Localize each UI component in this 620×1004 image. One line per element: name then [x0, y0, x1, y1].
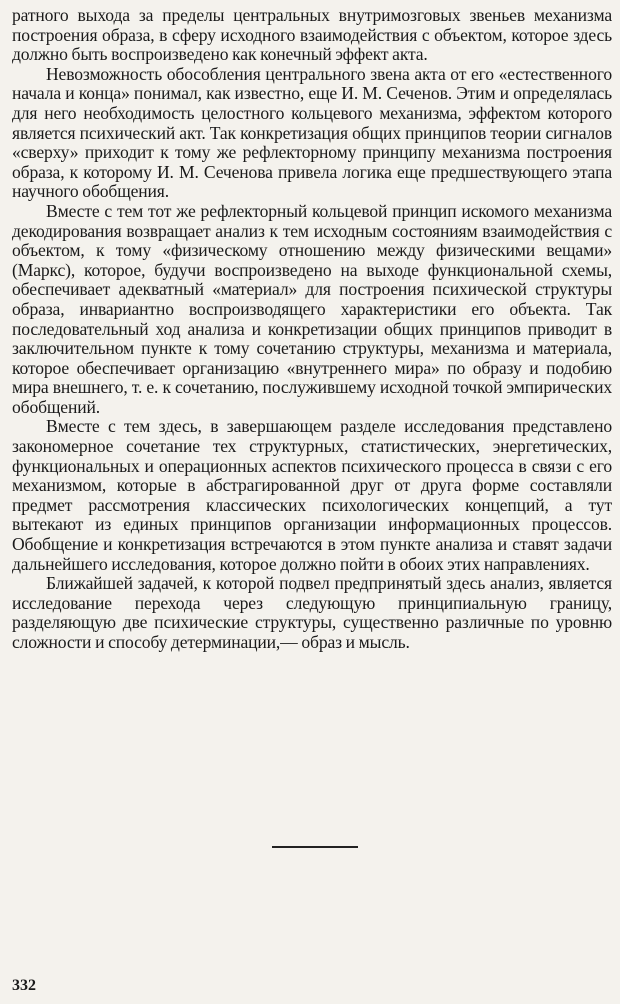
page-number: 332 — [12, 977, 36, 994]
paragraph-5: Ближайшей задачей, к которой подвел предпринятый здесь анализ, является исследование перехода через следующую принципиальную границу, разделяющую две психические структуры, существенно различные по уровню сложности и способу детерминации,— образ и мысль. — [12, 573, 612, 652]
paragraph-3: Вместе с тем тот же рефлекторный кольцевой принцип искомого механизма декодирования возвращает анализ к тем исходным состояниям взаимодействия с объектом, к тому «физическому отношению между физическими вещами» (Маркс), которое, будучи воспроизведено на выходе функциональной схемы, обеспечивает адекватный «материал» для построения психической структуры образа, инвариантно воспроизводящего характеристики его объекта. Так последовательный ход анализа и конкретизации общих принципов приводит в заключительном пункте к тому сочетанию структуры, механизма и материала, которое обеспечивает организацию «внутреннего мира» по образу и подобию мира внешнего, т. е. к сочетанию, послужившему исходной точкой эмпирических обобщений. — [12, 200, 612, 417]
body-text — [12, 6, 612, 653]
paragraph-1: ратного выхода за пределы центральных внутримозговых звеньев механизма построения образа, в сферу исходного взаимодействия с объектом, которое здесь должно быть воспроизведено как конечный эффект акта. — [12, 5, 612, 65]
section-divider — [272, 846, 358, 848]
paragraph-2: Невозможность обособления центрального звена акта от его «естественного начала и конца» понимал, как известно, еще И. М. Сеченов. Этим и определялась для него необходимость целостного кольцевого механизма, эффектом которого является психический акт. Так конкретизация общих принципов теории сигналов «сверху» приходит к тому же рефлекторному принципу механизма построения образа, к которому И. М. Сеченова привела логика еще предшествующего этапа научного обобщения. — [12, 63, 612, 202]
paragraph-4: Вместе с тем здесь, в завершающем разделе исследования представлено закономерное сочетание тех структурных, статистических, энергетических, функциональных и операционных аспектов психического процесса в связи с его механизмом, которые в абстрагированной друг от друга форме составляли предмет рассмотрения классических психологических концепций, а тут вытекают из единых принципов организации информационных процессов. Обобщение и конкретизация встречаются в этом пункте анализа и ставят задачи дальнейшего исследования, которое должно пойти в обоих этих направлениях. — [12, 416, 612, 574]
